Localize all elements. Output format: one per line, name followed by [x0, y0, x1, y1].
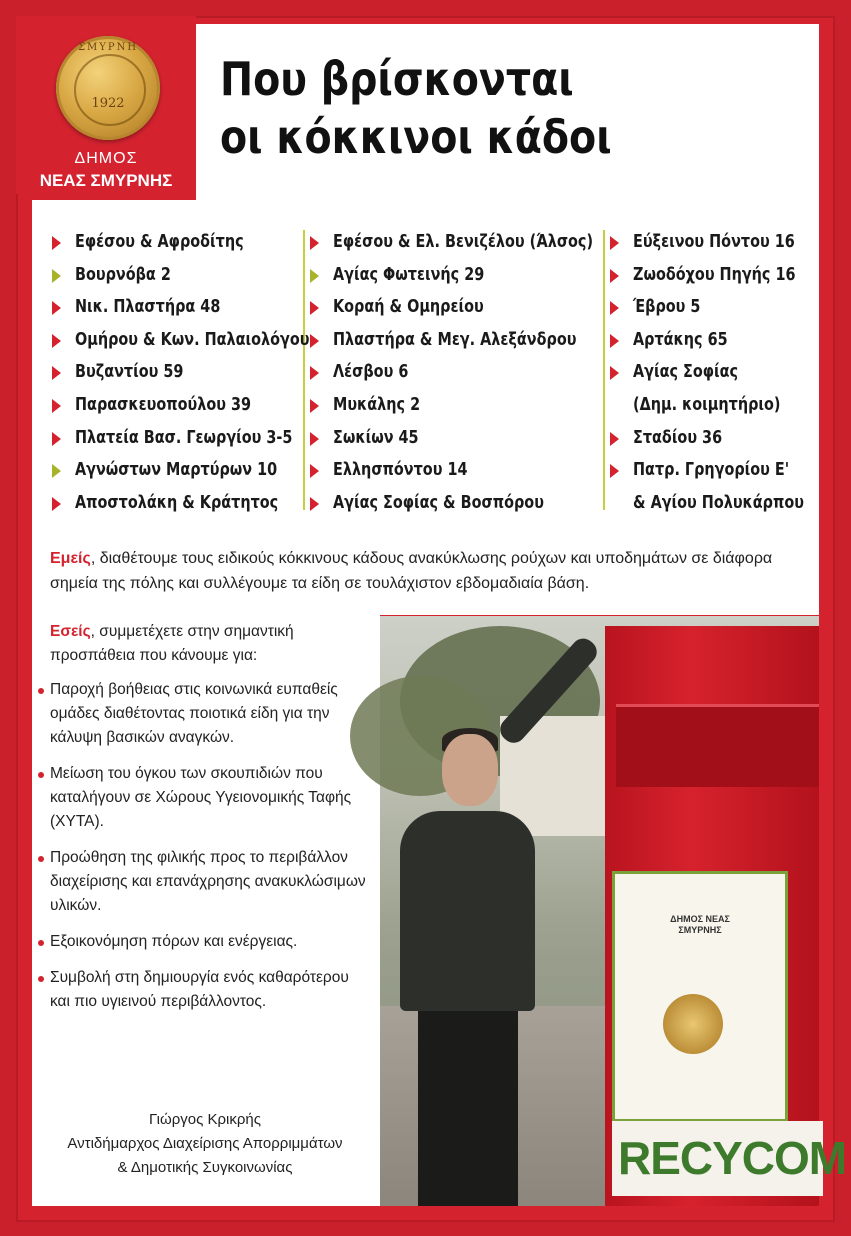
benefit-item: Παροχή βοήθειας στις κοινωνικά ευπαθείς ομάδες διαθέτοντας ποιοτικά είδη για την κάλυψη βασικών αναγκών.: [38, 678, 368, 750]
location-item: Κοραή & Ομηρείου: [308, 291, 598, 324]
recycling-bin-photo: [380, 616, 847, 1206]
municipality-logo: [16, 16, 196, 194]
title-line-1: Που βρίσκονται: [220, 52, 574, 106]
location-item: Βυζαντίου 59: [50, 356, 300, 389]
location-item: Αποστολάκη & Κράτητος: [50, 487, 300, 520]
bullet-marker-icon: [52, 497, 61, 511]
location-item: Εφέσου & Ελ. Βενιζέλου (Άλσος): [308, 226, 598, 259]
location-item: Εύξεινου Πόντου 16: [608, 226, 798, 259]
location-item: Σταδίου 36: [608, 422, 798, 455]
location-item: Σωκίων 45: [308, 422, 598, 455]
title-panel: [196, 24, 819, 200]
bullet-marker-icon: [310, 236, 319, 250]
bullet-marker-icon: [52, 432, 61, 446]
bullet-marker-icon: [310, 269, 319, 283]
you-text: , συμμετέχετε στην σημαντική προσπάθεια που κάνουμε για:: [50, 623, 294, 664]
bullet-marker-icon: [610, 269, 619, 283]
location-item: Πατρ. Γρηγορίου Ε': [608, 454, 798, 487]
page-title: [220, 50, 719, 166]
location-item: Ομήρου & Κων. Παλαιολόγου: [50, 324, 300, 357]
title-line-2: οι κόκκινοι κάδοι: [220, 110, 612, 164]
bullet-marker-icon: [52, 269, 61, 283]
location-item: Λέσβου 6: [308, 356, 598, 389]
bin-panel-title: ΔΗΜΟΣ ΝΕΑΣ ΣΜΥΡΝΗΣ: [670, 914, 730, 935]
bullet-marker-icon: [52, 334, 61, 348]
location-item: Νικ. Πλαστήρα 48: [50, 291, 300, 324]
you-paragraph: [50, 620, 370, 668]
location-item: Βουρνόβα 2: [50, 259, 300, 292]
bullet-marker-icon: [52, 236, 61, 250]
bullet-dot-icon: [38, 772, 44, 778]
bullet-dot-icon: [38, 940, 44, 946]
bullet-marker-icon: [610, 334, 619, 348]
location-item: Αγίας Φωτεινής 29: [308, 259, 598, 292]
location-item: Πλαστήρα & Μεγ. Αλεξάνδρου: [308, 324, 598, 357]
bullet-marker-icon: [52, 464, 61, 478]
you-lead: Εσείς: [50, 623, 91, 640]
location-item: Έβρου 5: [608, 291, 798, 324]
seal-arc-text: ΣΜΥΡΝΗ: [77, 42, 139, 53]
location-item: Αγίας Σοφίας: [608, 356, 798, 389]
bin-info-panel: [612, 871, 788, 1122]
signature-block: [40, 1108, 370, 1180]
benefit-item: Συμβολή στη δημιουργία ενός καθαρότερου και πιο υγιεινού περιβάλλοντος.: [38, 966, 368, 1014]
benefit-item: Μείωση του όγκου των σκουπιδιών που καταλήγουν σε Χώρους Υγειονομικής Ταφής (ΧΥΤΑ).: [38, 762, 368, 834]
municipality-seal: [56, 36, 160, 140]
benefit-item: Προώθηση της φιλικής προς το περιβάλλον διαχείρισης και επανάχρησης ανακυκλώσιμων υλικών.: [38, 846, 368, 918]
location-item: Αγίας Σοφίας & Βοσπόρου: [308, 487, 598, 520]
benefit-item: Εξοικονόμηση πόρων και ενέργειας.: [38, 930, 368, 954]
bullet-marker-icon: [310, 366, 319, 380]
bullet-marker-icon: [610, 236, 619, 250]
bullet-marker-icon: [610, 464, 619, 478]
location-item: Αγνώστων Μαρτύρων 10: [50, 454, 300, 487]
location-item: Αρτάκης 65: [608, 324, 798, 357]
bullet-dot-icon: [38, 856, 44, 862]
bullet-marker-icon: [310, 399, 319, 413]
column-divider: [603, 230, 605, 510]
bullet-marker-icon: [310, 497, 319, 511]
bullet-marker-icon: [52, 399, 61, 413]
person: [400, 811, 535, 1011]
location-item: (Δημ. κοιμητήριο): [633, 393, 781, 415]
logo-line-name: ΝΕΑΣ ΣΜΥΡΝΗΣ: [39, 171, 173, 190]
signature-name: Γιώργος Κρικρής: [149, 1111, 261, 1128]
location-item: Μυκάλης 2: [308, 389, 598, 422]
location-item: Πλατεία Βασ. Γεωργίου 3-5: [50, 422, 300, 455]
locations-column-3: [608, 226, 804, 519]
signature-role-2: & Δημοτικής Συγκοινωνίας: [117, 1159, 293, 1176]
location-item: Παρασκευοπούλου 39: [50, 389, 300, 422]
signature-role-1: Αντιδήμαρχος Διαχείρισης Απορριμμάτων: [67, 1135, 343, 1152]
bullet-dot-icon: [38, 976, 44, 982]
bullet-marker-icon: [310, 301, 319, 315]
bin-seal-icon: [663, 994, 723, 1054]
location-item: Εφέσου & Αφροδίτης: [50, 226, 300, 259]
bin-brand: RECYCOM: [612, 1121, 823, 1196]
location-item: & Αγίου Πολυκάρπου: [633, 491, 804, 513]
locations-column-1: [50, 226, 310, 519]
bullet-marker-icon: [310, 334, 319, 348]
bullet-dot-icon: [38, 688, 44, 694]
bullet-marker-icon: [310, 432, 319, 446]
benefits-list: [38, 678, 368, 1026]
bullet-marker-icon: [610, 366, 619, 380]
location-item: Ζωοδόχου Πηγής 16: [608, 259, 798, 292]
bullet-marker-icon: [52, 301, 61, 315]
we-paragraph: [50, 546, 810, 596]
bullet-marker-icon: [610, 301, 619, 315]
seal-year: 1922: [91, 96, 125, 111]
we-text: , διαθέτουμε τους ειδικούς κόκκινους κάδους ανακύκλωσης ρούχων και υποδημάτων σε διάφορα σημεία της πόλης και συλλέγουμε τα είδη σε τουλάχιστον εβδομαδιαία βάση.: [50, 550, 773, 592]
bullet-marker-icon: [52, 366, 61, 380]
logo-line-dimos: ΔΗΜΟΣ: [74, 150, 138, 167]
location-item: Ελλησπόντου 14: [308, 454, 598, 487]
locations-column-2: [308, 226, 598, 519]
bullet-marker-icon: [610, 432, 619, 446]
we-lead: Εμείς: [50, 550, 91, 567]
bullet-marker-icon: [310, 464, 319, 478]
